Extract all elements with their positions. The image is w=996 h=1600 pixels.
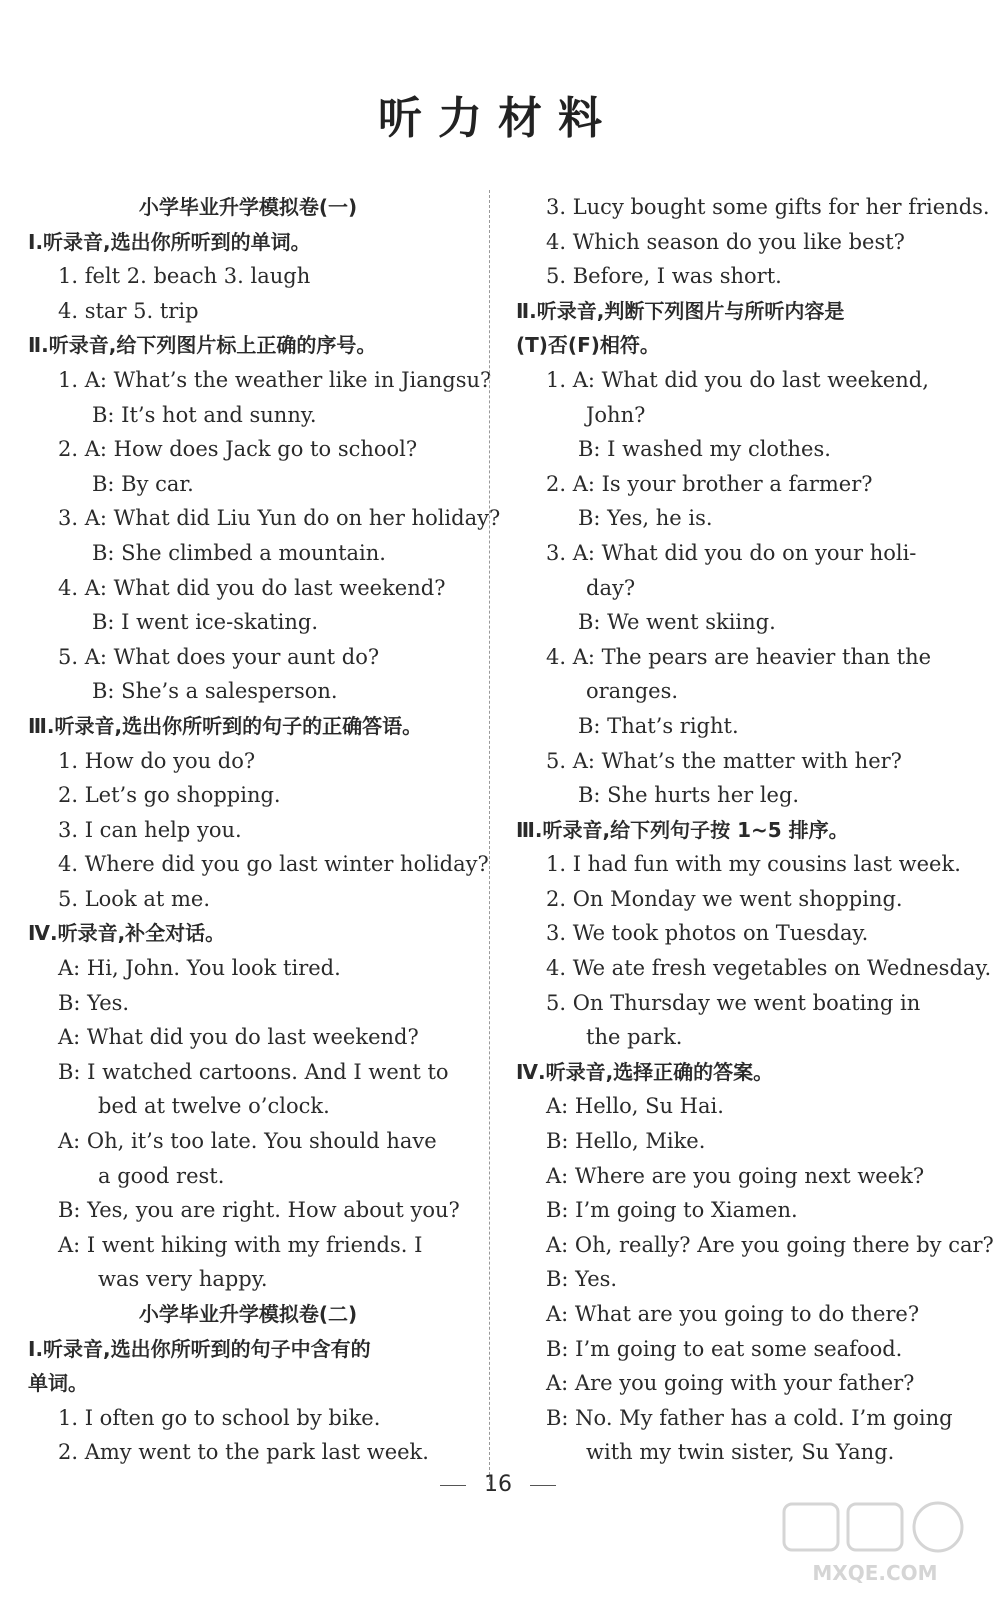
text-line: 4. Which season do you like best? [546, 229, 905, 254]
section-heading: Ⅱ.听录音,判断下列图片与所听内容是 [516, 298, 845, 323]
text-line: A: Hi, John. You look tired. [58, 956, 341, 981]
text-line: 5. Look at me. [58, 886, 210, 911]
section-heading: Ⅲ.听录音,选出你所听到的句子的正确答语。 [28, 713, 423, 738]
text-line: B: I went ice-skating. [92, 610, 319, 635]
section-heading: Ⅱ.听录音,给下列图片标上正确的序号。 [28, 333, 377, 358]
text-line: A: Oh, really? Are you going there by car? [546, 1232, 994, 1257]
text-line: B: She’s a salesperson. [92, 679, 338, 704]
section-heading: (T)否(F)相符。 [516, 333, 660, 358]
text-line: 1. A: What did you do last weekend, [546, 367, 929, 392]
paper-subtitle: 小学毕业升学模拟卷(一) [138, 195, 358, 219]
text-line: 3. A: What did Liu Yun do on her holiday? [58, 506, 501, 531]
text-line: a good rest. [98, 1163, 225, 1188]
watermark-text: MXQE.COM [812, 1561, 938, 1585]
text-line: B: She hurts her leg. [578, 783, 800, 808]
text-line: 2. Amy went to the park last week. [58, 1440, 429, 1465]
text-line: 5. Before, I was short. [546, 264, 782, 289]
text-line: A: What did you do last weekend? [58, 1025, 419, 1050]
text-line: was very happy. [98, 1267, 268, 1292]
text-line: B: I’m going to eat some seafood. [546, 1336, 903, 1361]
text-line: 4. We ate fresh vegetables on Wednesday. [546, 956, 992, 981]
text-line: 1. A: What’s the weather like in Jiangsu? [58, 367, 492, 392]
section-heading: Ⅰ.听录音,选出你所听到的单词。 [28, 229, 311, 254]
page-number: 16 [484, 1472, 512, 1497]
text-line: B: Yes, you are right. How about you? [58, 1198, 460, 1223]
text-line: 4. star 5. trip [58, 298, 199, 323]
text-line: B: Yes. [546, 1267, 618, 1292]
text-line: 1. How do you do? [58, 748, 256, 773]
text-line: 1. I had fun with my cousins last week. [546, 852, 961, 877]
text-line: B: I’m going to Xiamen. [546, 1198, 798, 1223]
page-title: 听力材料 [378, 93, 618, 144]
text-line: 2. A: How does Jack go to school? [58, 437, 418, 462]
text-line: 5. On Thursday we went boating in [546, 990, 921, 1015]
text-line: 2. On Monday we went shopping. [546, 886, 903, 911]
section-heading: 单词。 [28, 1371, 88, 1396]
text-line: A: Hello, Su Hai. [546, 1094, 724, 1119]
text-line: B: It’s hot and sunny. [92, 402, 317, 427]
footer-dash-right [530, 1485, 556, 1486]
text-line: B: Yes. [58, 990, 130, 1015]
text-line: with my twin sister, Su Yang. [586, 1440, 895, 1465]
text-line: 3. We took photos on Tuesday. [546, 921, 869, 946]
text-line: bed at twelve o’clock. [98, 1094, 330, 1119]
text-line: 2. Let’s go shopping. [58, 783, 281, 808]
text-line: A: Oh, it’s too late. You should have [58, 1129, 437, 1154]
section-heading: Ⅳ.听录音,补全对话。 [28, 921, 226, 946]
paper-subtitle: 小学毕业升学模拟卷(二) [138, 1302, 358, 1326]
text-line: B: Yes, he is. [578, 506, 713, 531]
text-line: John? [586, 402, 646, 427]
text-line: B: She climbed a mountain. [92, 540, 386, 565]
text-line: A: What are you going to do there? [546, 1302, 920, 1326]
text-line: 3. I can help you. [58, 817, 242, 842]
text-line: B: No. My father has a cold. I’m going [546, 1405, 953, 1430]
watermark-logo [780, 1500, 970, 1588]
text-line: the park. [586, 1025, 683, 1050]
text-line: 3. A: What did you do on your holi- [546, 540, 917, 565]
text-line: 4. A: What did you do last weekend? [58, 575, 446, 600]
text-line: A: Are you going with your father? [546, 1371, 915, 1396]
text-line: A: Where are you going next week? [546, 1163, 925, 1188]
text-line: B: I washed my clothes. [578, 437, 831, 462]
text-line: A: I went hiking with my friends. I [58, 1232, 423, 1257]
right-column [516, 190, 994, 1470]
text-line: B: That’s right. [578, 713, 739, 738]
text-line: B: By car. [92, 471, 194, 496]
text-line: 3. Lucy bought some gifts for her friends. [546, 195, 990, 219]
text-line: B: We went skiing. [578, 610, 776, 635]
text-line: 4. A: The pears are heavier than the [546, 644, 932, 669]
text-line: day? [586, 575, 636, 600]
footer-dash-left [440, 1485, 466, 1486]
text-line: B: Hello, Mike. [546, 1129, 706, 1154]
section-heading: Ⅰ.听录音,选出你所听到的句子中含有的 [28, 1336, 371, 1361]
text-line: 1. I often go to school by bike. [58, 1405, 381, 1430]
page-footer [0, 1472, 996, 1497]
section-heading: Ⅳ.听录音,选择正确的答案。 [516, 1059, 774, 1084]
text-line: 4. Where did you go last winter holiday? [58, 852, 489, 877]
column-divider [489, 190, 490, 1485]
text-line: 5. A: What’s the matter with her? [546, 748, 902, 773]
text-line: oranges. [586, 679, 679, 704]
left-column [28, 190, 501, 1470]
text-line: B: I watched cartoons. And I went to [58, 1059, 449, 1084]
text-line: 5. A: What does your aunt do? [58, 644, 380, 669]
section-heading: Ⅲ.听录音,给下列句子按 1~5 排序。 [516, 817, 849, 842]
text-line: 1. felt 2. beach 3. laugh [58, 264, 311, 289]
text-line: 2. A: Is your brother a farmer? [546, 471, 873, 496]
